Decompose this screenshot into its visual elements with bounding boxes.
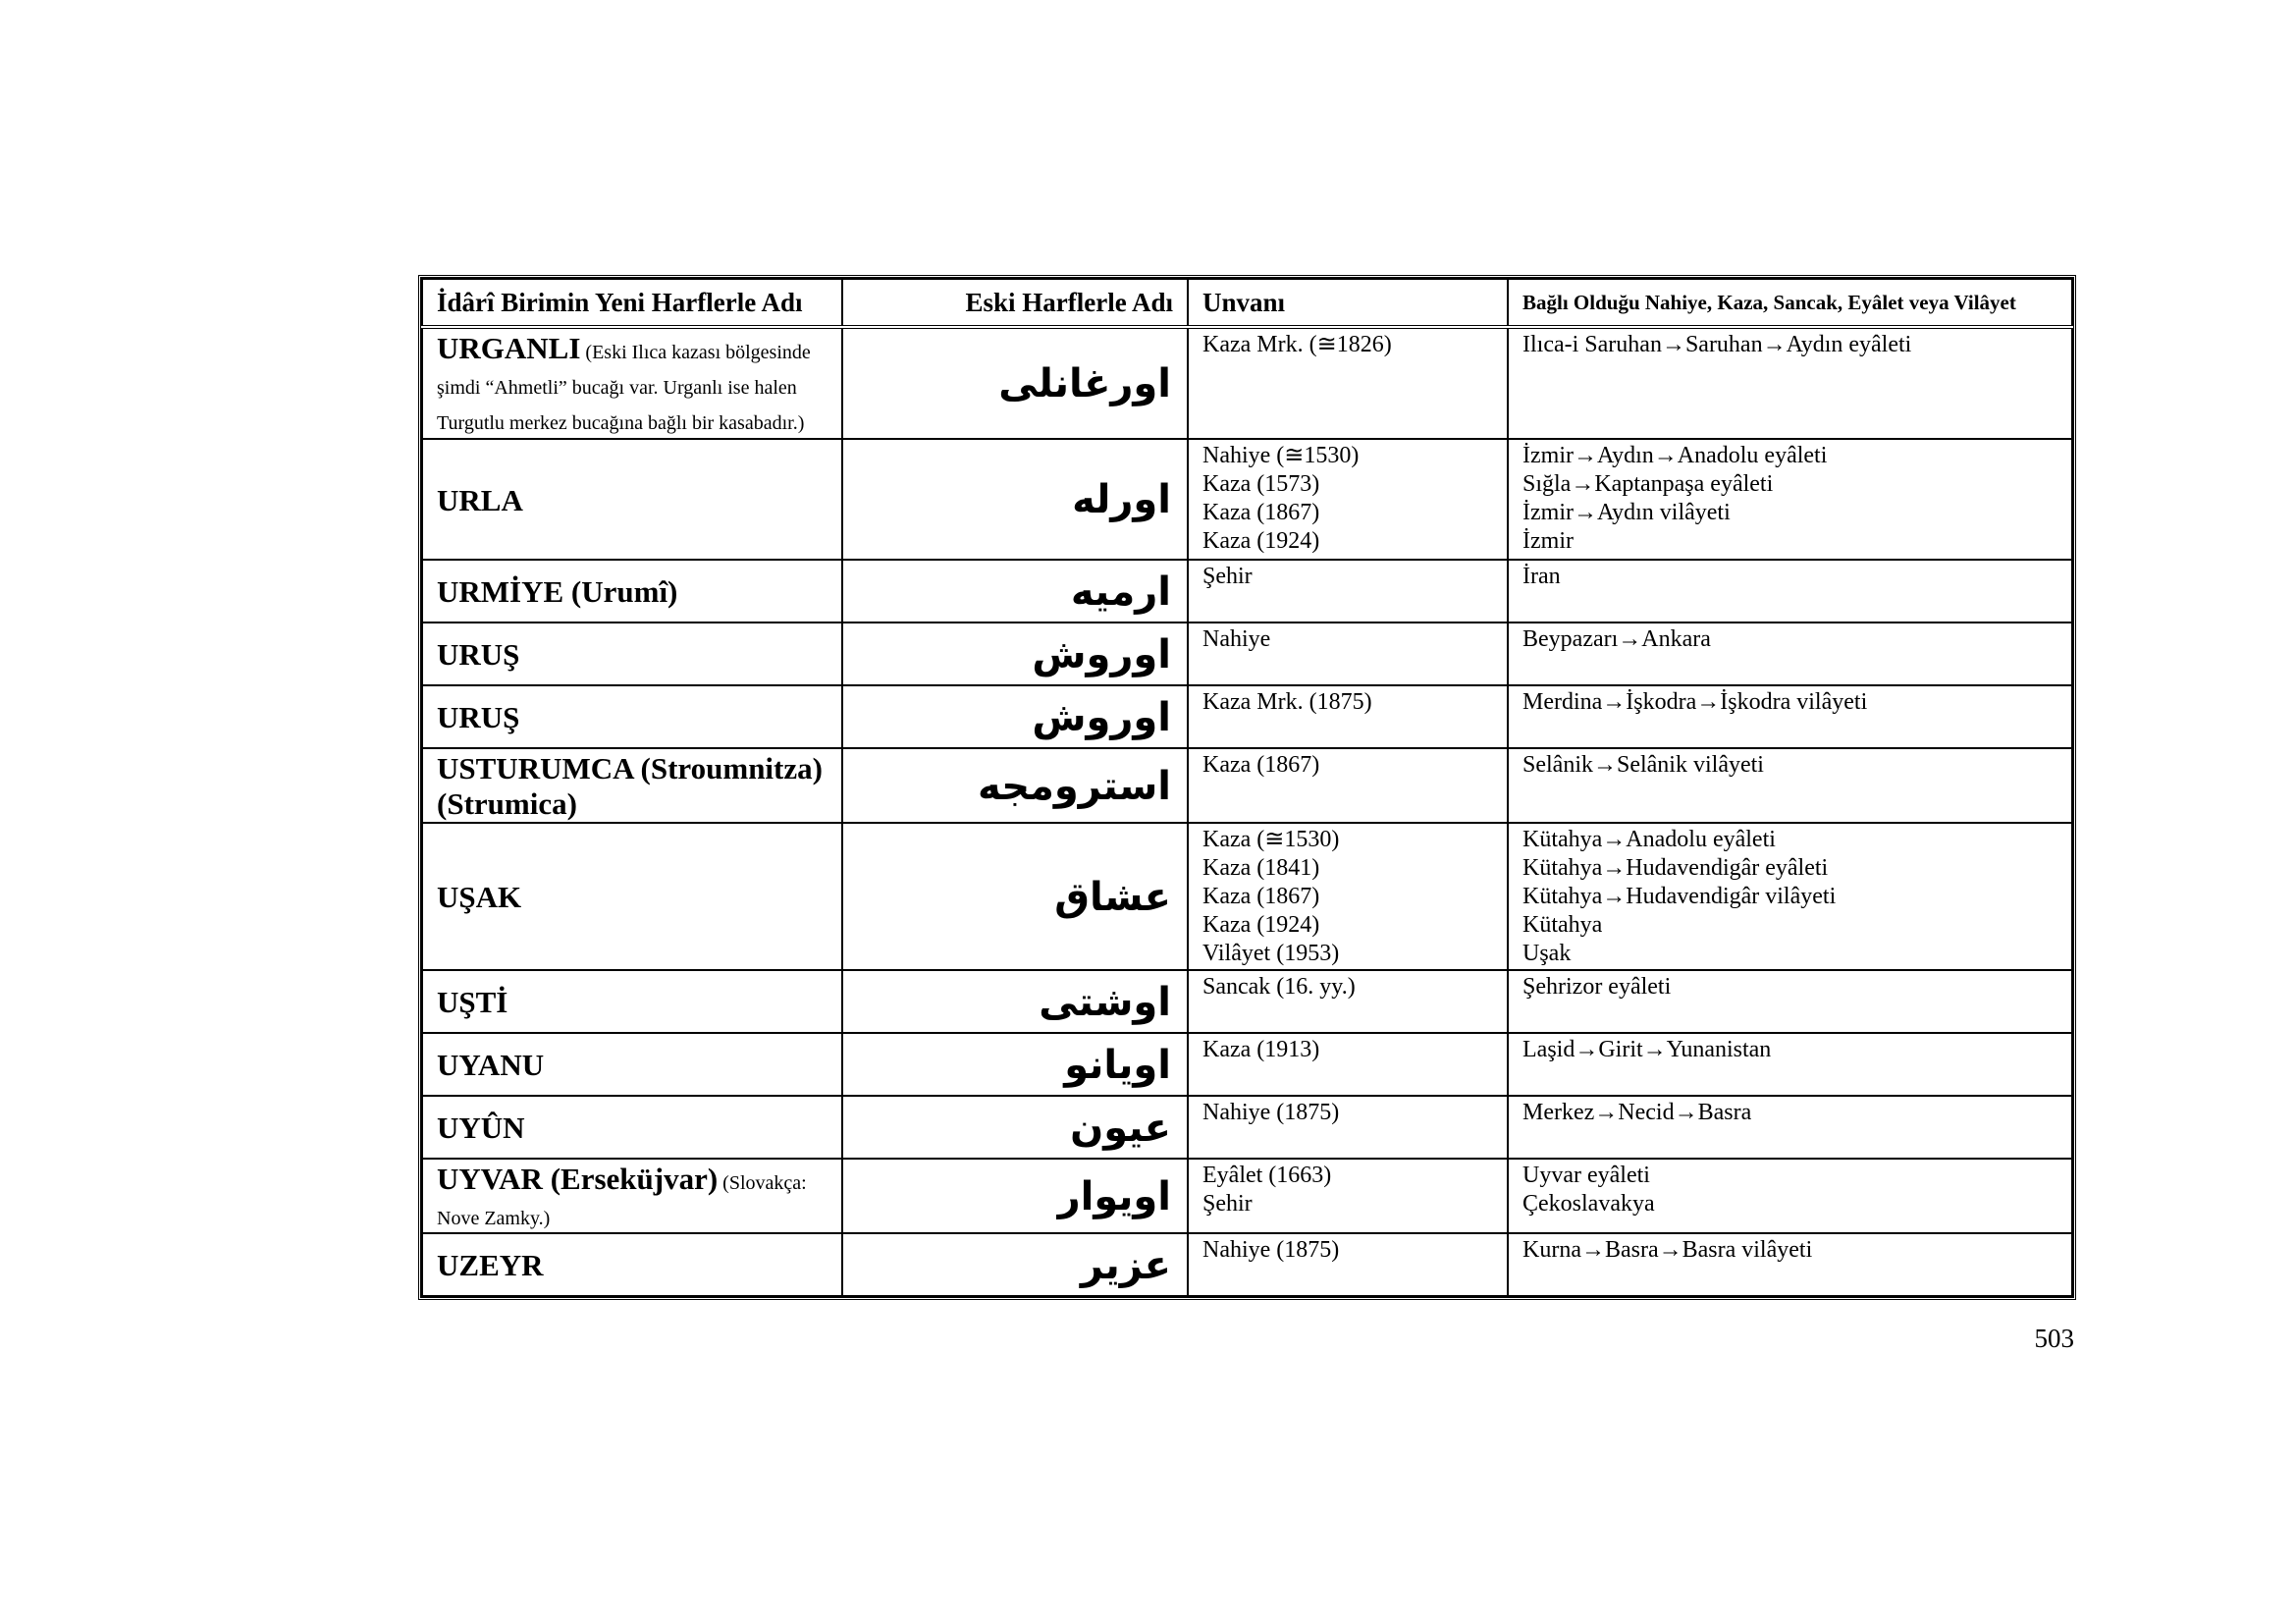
unit-title: Nahiye (≅1530) [1202,443,1360,468]
old-script-name: اورله [842,439,1188,560]
unit-dependency: Kütahya [1522,912,1603,938]
unit-dependency: Kurna→Basra→Basra vilâyeti [1522,1237,1813,1263]
unit-dependency: İran [1522,564,1561,589]
unit-title: Kaza (1924) [1202,528,1320,554]
table-row [422,327,2072,439]
table-row [422,1096,2072,1159]
unit-dependency: İzmir [1522,528,1574,554]
unit-title: Kaza (1573) [1202,471,1320,497]
unit-dependency: İzmir→Aydın vilâyeti [1522,500,1731,525]
unit-dependency: İzmir→Aydın→Anadolu eyâleti [1522,443,1828,468]
unit-note: (Eski Ilıca kazası bölgesinde şimdi “Ahmetli” bucağı var. Urganlı ise halen Turgutlu merkez bucağına bağlı bir kasabadır.) [437,342,811,434]
unit-dependency-cell [1508,685,2072,748]
unit-title-cell [1188,1033,1508,1096]
unit-dependency: Selânik→Selânik vilâyeti [1522,752,1764,778]
unit-dependency: Kütahya→Hudavendigâr eyâleti [1522,855,1829,881]
unit-dependency-cell [1508,1159,2072,1233]
unit-title-cell [1188,1096,1508,1159]
unit-dependency: Şehrizor eyâleti [1522,974,1672,1000]
unit-note: (Slovakça: Nove Zamky.) [437,1172,807,1229]
unit-title-cell [1188,823,1508,970]
table-header-row [422,279,2072,327]
unit-name-cell [422,970,842,1033]
admin-units-table-frame [418,275,2076,1300]
old-script-name: اویوار [842,1159,1188,1233]
table-row [422,685,2072,748]
unit-name: URMİYE (Urumî) [437,574,678,609]
unit-dependency: Çekoslavakya [1522,1191,1655,1217]
unit-dependency-cell [1508,623,2072,685]
unit-dependency: Ilıca-i Saruhan→Saruhan→Aydın eyâleti [1522,332,1912,357]
unit-title-cell [1188,439,1508,560]
unit-title: Vilâyet (1953) [1202,941,1340,966]
unit-title-cell [1188,327,1508,439]
table-body [422,327,2072,1296]
old-script-name: عیون [842,1096,1188,1159]
unit-name: URUŞ [437,637,520,672]
unit-title-cell [1188,970,1508,1033]
unit-title: Kaza (1924) [1202,912,1320,938]
unit-name-cell [422,1033,842,1096]
unit-title-cell [1188,623,1508,685]
unit-title: Şehir [1202,1191,1253,1217]
unit-dependency: Beypazarı→Ankara [1522,626,1711,652]
table-row [422,560,2072,623]
table-row [422,439,2072,560]
unit-dependency-cell [1508,1033,2072,1096]
unit-name-cell [422,1233,842,1296]
unit-dependency-cell [1508,823,2072,970]
unit-dependency-cell [1508,439,2072,560]
unit-title: Şehir [1202,564,1253,589]
old-script-name: اورغانلی [842,327,1188,439]
old-script-name: عشاق [842,823,1188,970]
table-row [422,970,2072,1033]
unit-title: Kaza (1867) [1202,500,1320,525]
unit-name-cell [422,327,842,439]
old-script-name: اوروش [842,685,1188,748]
unit-name: URUŞ [437,700,520,734]
unit-dependency-cell [1508,1233,2072,1296]
unit-dependency-cell [1508,748,2072,823]
old-script-name: اوروش [842,623,1188,685]
unit-title: Nahiye [1202,626,1271,652]
unit-name: UYÛN [437,1110,525,1145]
unit-dependency-cell [1508,970,2072,1033]
admin-units-table [421,278,2073,1297]
unit-dependency: Laşid→Girit→Yunanistan [1522,1037,1772,1062]
table-row [422,823,2072,970]
table-row [422,1233,2072,1296]
table-row [422,623,2072,685]
unit-title: Kaza (1841) [1202,855,1320,881]
unit-dependency-cell [1508,1096,2072,1159]
old-script-name: اویانو [842,1033,1188,1096]
unit-title: Sancak (16. yy.) [1202,974,1356,1000]
unit-title: Eyâlet (1663) [1202,1163,1332,1188]
table-row [422,1159,2072,1233]
unit-title: Kaza (≅1530) [1202,827,1340,852]
unit-dependency: Sığla→Kaptanpaşa eyâleti [1522,471,1774,497]
unit-dependency: Merdina→İşkodra→İşkodra vilâyeti [1522,689,1868,715]
unit-title: Kaza (1867) [1202,884,1320,909]
header-new-name: İdârî Birimin Yeni Harflerle Adı [422,279,842,327]
header-dependency: Bağlı Olduğu Nahiye, Kaza, Sancak, Eyâlet veya Vilâyet [1508,279,2072,327]
unit-title: Kaza (1913) [1202,1037,1320,1062]
unit-dependency: Uşak [1522,941,1572,966]
unit-name: UŞAK [437,880,522,914]
unit-title: Kaza Mrk. (≅1826) [1202,332,1392,357]
unit-name: USTURUMCA (Stroumnitza) (Strumica) [437,751,823,821]
unit-name-cell [422,623,842,685]
old-script-name: اوشتی [842,970,1188,1033]
table-row [422,748,2072,823]
unit-dependency: Kütahya→Hudavendigâr vilâyeti [1522,884,1837,909]
unit-name: UYVAR (Erseküjvar) [437,1162,719,1196]
unit-name-cell [422,685,842,748]
unit-name-cell [422,439,842,560]
unit-title-cell [1188,748,1508,823]
page-number: 503 [2034,1324,2074,1353]
unit-name: UZEYR [437,1248,544,1282]
unit-name: UŞTİ [437,985,508,1019]
unit-title-cell [1188,1233,1508,1296]
old-script-name: ارمیه [842,560,1188,623]
unit-name-cell [422,748,842,823]
unit-dependency-cell [1508,327,2072,439]
unit-title: Kaza (1867) [1202,752,1320,778]
unit-dependency-cell [1508,560,2072,623]
unit-name-cell [422,1159,842,1233]
unit-dependency: Kütahya→Anadolu eyâleti [1522,827,1776,852]
unit-title-cell [1188,560,1508,623]
unit-name-cell [422,823,842,970]
unit-name: URLA [437,482,523,517]
unit-name-cell [422,560,842,623]
unit-title: Kaza Mrk. (1875) [1202,689,1372,715]
header-title: Unvanı [1188,279,1508,327]
header-old-name: Eski Harflerle Adı [842,279,1188,327]
unit-dependency: Merkez→Necid→Basra [1522,1100,1752,1125]
unit-name: URGANLI [437,331,581,365]
table-row [422,1033,2072,1096]
unit-title-cell [1188,685,1508,748]
unit-name-cell [422,1096,842,1159]
old-script-name: استرومجه [842,748,1188,823]
unit-title: Nahiye (1875) [1202,1237,1340,1263]
unit-title-cell [1188,1159,1508,1233]
unit-name: UYANU [437,1048,545,1082]
old-script-name: عزیر [842,1233,1188,1296]
unit-title: Nahiye (1875) [1202,1100,1340,1125]
unit-dependency: Uyvar eyâleti [1522,1163,1650,1188]
